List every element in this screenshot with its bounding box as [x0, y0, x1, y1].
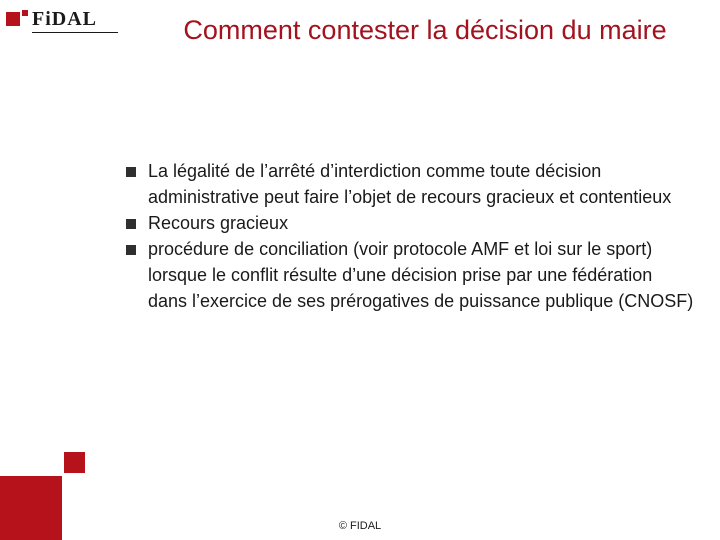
fidal-logo — [6, 8, 118, 34]
bullet-text: procédure de conciliation (voir protocole AMF et loi sur le sport) lorsque le conflit résulte d’une décision prise par une fédération dans l’exercice de ses prérogatives de puissance publique (CNOSF) — [148, 239, 694, 311]
square-bullet-icon — [126, 219, 136, 229]
bullet-item — [126, 210, 696, 236]
square-bullet-icon — [126, 167, 136, 177]
logo-text: FiDAL — [32, 8, 97, 30]
slide-title: Comment contester la décision du maire — [183, 15, 667, 45]
bullet-item — [126, 236, 696, 314]
bullet-text: Recours gracieux — [148, 213, 289, 233]
footer-copyright: © FIDAL — [338, 520, 382, 532]
bullet-item — [126, 158, 696, 210]
bullet-list — [126, 158, 696, 314]
bullet-text: La légalité de l’arrêté d’interdiction comme toute décision administrative peut faire l’objet de recours gracieux et contentieux — [148, 161, 672, 207]
logo-square-icon — [6, 12, 20, 26]
logo-underline — [32, 32, 118, 33]
decorative-red-square — [64, 452, 85, 473]
logo-small-square-icon — [22, 10, 28, 16]
square-bullet-icon — [126, 245, 136, 255]
